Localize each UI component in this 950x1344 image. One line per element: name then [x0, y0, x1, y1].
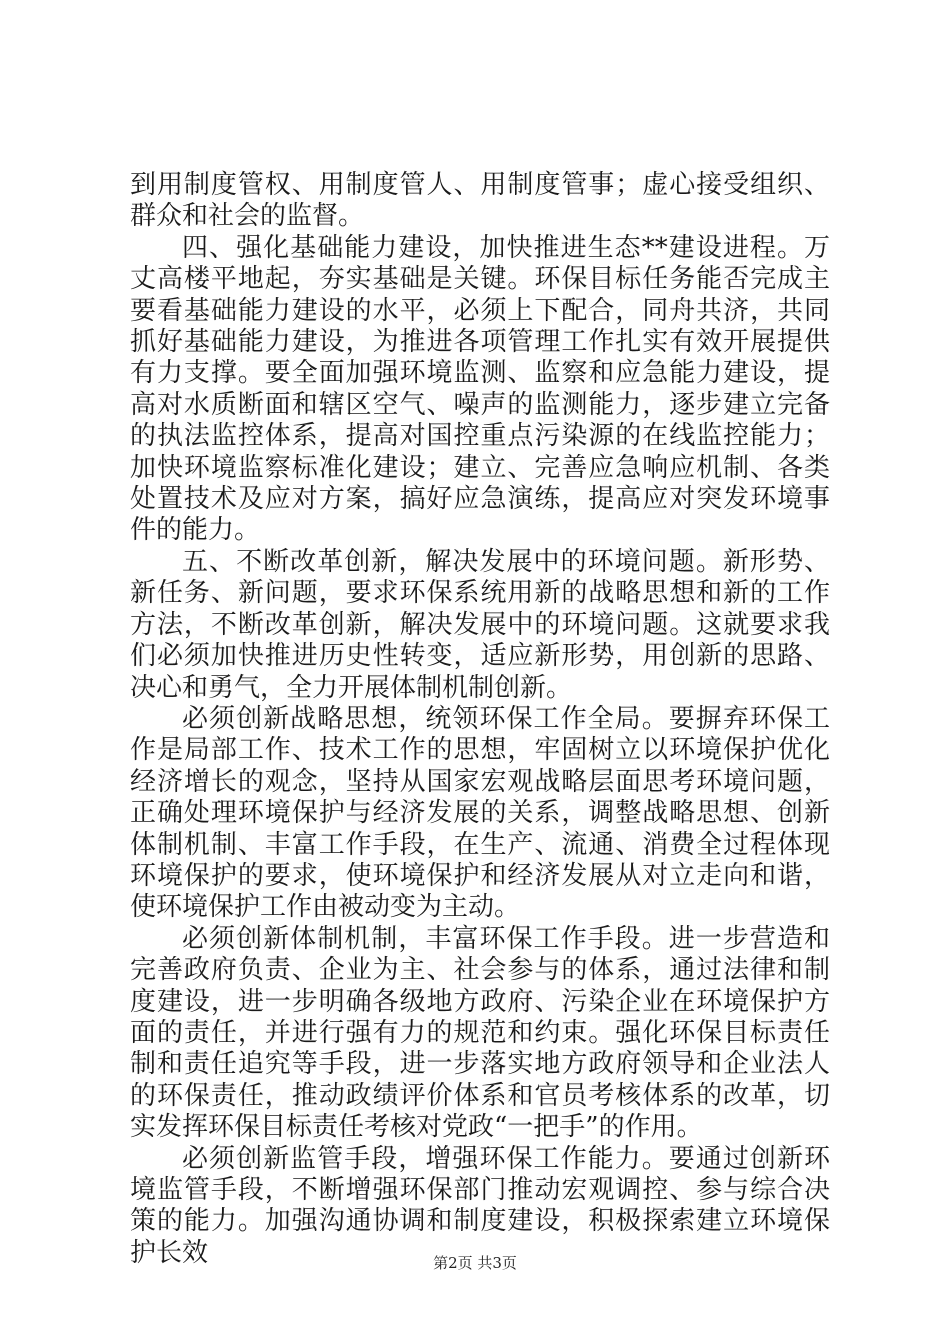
paragraph-strategy-innovation: 必须创新战略思想，统领环保工作全局。要摒弃环保工作是局部工作、技术工作的思想，牢固树立以环境保护优化经济增长的观念，坚持从国家宏观战略层面思考环境问题，正确处理环境保护与经济发展的关系，调整战略思想、创新体制机制、丰富工作手段，在生产、流通、消费全过程体现环境保护的要求，使环境保护和经济发展从对立走向和谐，使环境保护工作由被动变为主动。 [130, 703, 830, 923]
paragraph-section-four: 四、强化基础能力建设，加快推进生态**建设进程。万丈高楼平地起，夯实基础是关键。环保目标任务能否完成主要看基础能力建设的水平，必须上下配合，同舟共济，共同抓好基础能力建设，为推进各项管理工作扎实有效开展提供有力支撑。要全面加强环境监测、监察和应急能力建设，提高对水质断面和辖区空气、噪声的监测能力，逐步建立完备的执法监控体系，提高对国控重点污染源的在线监控能力；加快环境监察标准化建设；建立、完善应急响应机制、各类处置技术及应对方案，搞好应急演练，提高应对突发环境事件的能力。 [130, 232, 830, 546]
paragraph-mechanism-innovation: 必须创新体制机制，丰富环保工作手段。进一步营造和完善政府负责、企业为主、社会参与的体系，通过法律和制度建设，进一步明确各级地方政府、污染企业在环境保护方面的责任，并进行强有力的规范和约束。强化环保目标责任制和责任追究等手段，进一步落实地方政府领导和企业法人的环保责任，推动政绩评价体系和官员考核体系的改革，切实发挥环保目标责任考核对党政“一把手”的作用。 [130, 923, 830, 1143]
page-number-footer: 第2页 共3页 [433, 1254, 517, 1272]
paragraph-section-five: 五、不断改革创新，解决发展中的环境问题。新形势、新任务、新问题，要求环保系统用新的战略思想和新的工作方法，不断改革创新，解决发展中的环境问题。这就要求我们必须加快推进历史性转变，适应新形势，用创新的思路、决心和勇气，全力开展体制机制创新。 [130, 546, 830, 703]
paragraph-supervision-innovation: 必须创新监管手段，增强环保工作能力。要通过创新环境监管手段，不断增强环保部门推动宏观调控、参与综合决策的能力。加强沟通协调和制度建设，积极探索建立环境保护长效 [130, 1143, 830, 1268]
paragraph-continuation: 到用制度管权、用制度管人、用制度管事；虚心接受组织、群众和社会的监督。 [130, 170, 830, 232]
document-body [130, 170, 830, 1269]
